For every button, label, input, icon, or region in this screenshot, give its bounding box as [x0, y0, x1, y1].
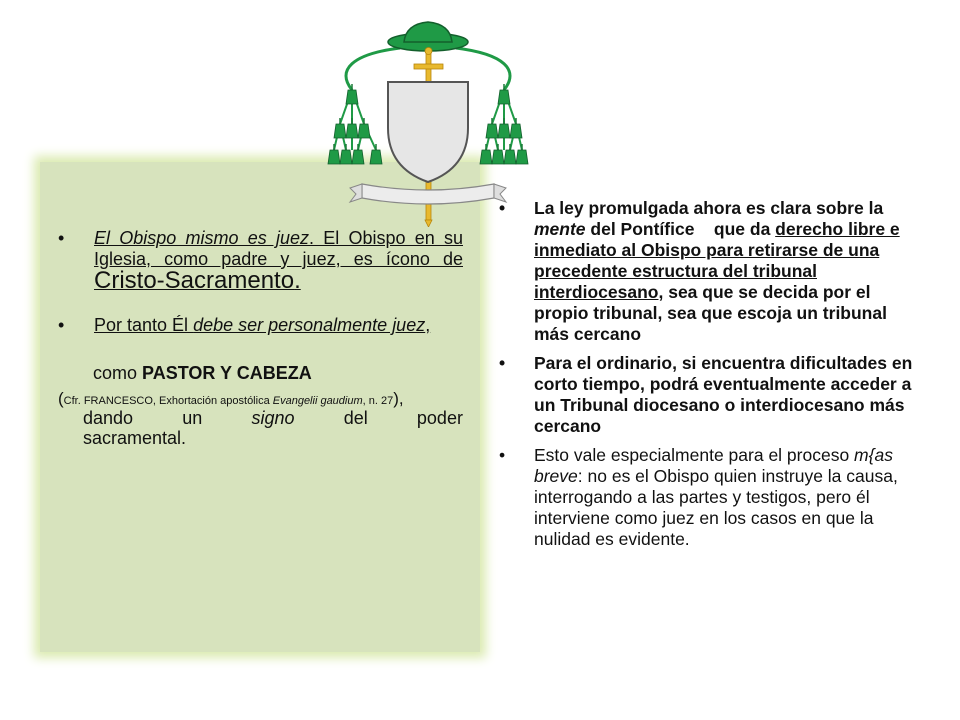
- right-bullet-1: • La ley promulgada ahora es clara sobre la mente del Pontífice que da derecho libre e inmediato al Obispo para retirarse de una precedente estructura del tribunal interdiocesano, sea que se decida por el propio tribunal, sea que escoja un tribunal más cercano: [499, 198, 900, 344]
- galero-hat-icon: [388, 22, 468, 51]
- cristo-sacramento: Cristo-Sacramento: [94, 267, 295, 294]
- coat-of-arms-shield-icon: [388, 82, 468, 182]
- bullet-marker: •: [58, 315, 65, 335]
- bullet-marker: •: [499, 353, 506, 373]
- bishop-judge-phrase: El Obispo mismo es juez: [94, 228, 309, 248]
- pastor-line: como PASTOR Y CABEZA: [93, 363, 312, 383]
- coat-of-arms: [318, 12, 538, 227]
- left-text: [58, 228, 463, 448]
- bullet-marker: •: [499, 445, 506, 465]
- sacramental-line: sacramental.: [83, 428, 187, 448]
- left-bullet-1: • El Obispo mismo es juez. El Obispo en su Iglesia, como padre y juez, es ícono de Cristo-Sacramento.: [58, 228, 463, 294]
- citation: (Cfr. FRANCESCO, Exhortación apostólica Evangelii gaudium, n. 27),: [58, 389, 404, 408]
- right-bullet-2: • Para el ordinario, si encuentra dificultades en corto tiempo, podrá eventualmente acceder a un Tribunal diocesano o interdiocesano más cercano: [499, 353, 913, 436]
- bullet-marker: •: [58, 228, 65, 248]
- right-text: [497, 198, 914, 558]
- bullet-marker: •: [499, 198, 506, 218]
- right-bullet-3: • Esto vale especialmente para el proceso m{as breve: no es el Obispo quien instruye la causa, interrogando a las partes y testigos, pero él interviene como juez en los casos en que la nulidad es evidente.: [499, 445, 898, 549]
- left-bullet-2: • Por tanto Él debe ser personalmente juez,: [58, 315, 431, 335]
- pastor-y-cabeza: PASTOR Y CABEZA: [142, 363, 312, 383]
- dando-line: dando un signo del poder: [83, 408, 463, 428]
